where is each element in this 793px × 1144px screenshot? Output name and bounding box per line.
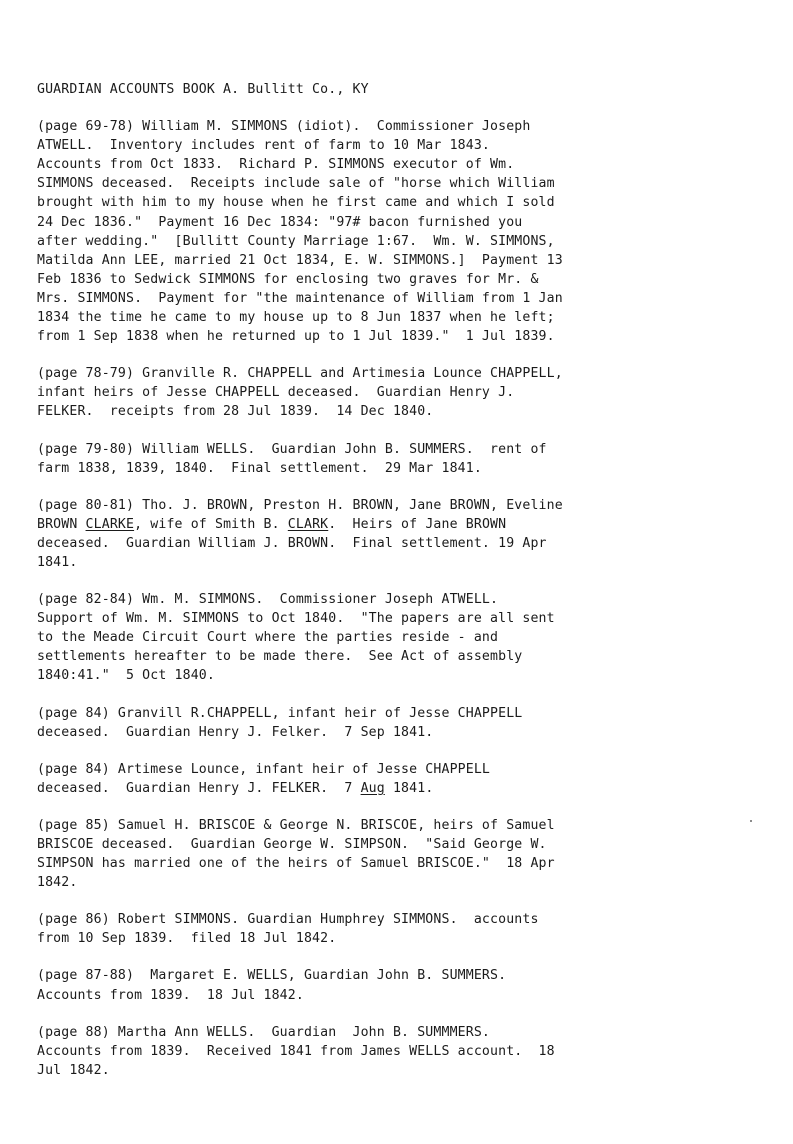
entry-line: FELKER. receipts from 28 Jul 1839. 14 Dec 1840.	[37, 404, 434, 420]
entry-line: 1842.	[37, 875, 78, 891]
entry-line: (page 85) Samuel H. BRISCOE & George N. BRISCOE, heirs of Samuel	[37, 817, 555, 833]
entry-line: brought with him to my house when he first came and which I sold	[37, 195, 555, 211]
entry-line: (page 82-84) Wm. M. SIMMONS. Commissioner Joseph ATWELL.	[37, 592, 499, 608]
entry-line: (page 78-79) Granville R. CHAPPELL and Artimesia Lounce CHAPPELL,	[37, 366, 563, 382]
entry-line: Accounts from 1839. 18 Jul 1842.	[37, 987, 304, 1003]
entry-line: deceased. Guardian William J. BROWN. Final settlement. 19 Apr	[37, 535, 547, 551]
underlined-month: Aug	[360, 780, 385, 796]
entry-line: Accounts from 1839. Received 1841 from James WELLS account. 18	[37, 1043, 555, 1059]
entry-line: (page 86) Robert SIMMONS. Guardian Humphrey SIMMONS. accounts	[37, 912, 539, 928]
entry-line: Accounts from Oct 1833. Richard P. SIMMONS executor of Wm.	[37, 157, 515, 173]
entry-text: 1841.	[384, 780, 434, 796]
entry-line: 24 Dec 1836." Payment 16 Dec 1834: "97# bacon furnished you	[37, 214, 523, 230]
record-entry	[37, 364, 777, 421]
entry-line: settlements hereafter to be made there. See Act of assembly	[37, 649, 523, 665]
entry-line: BRISCOE deceased. Guardian George W. SIMPSON. "Said George W.	[37, 837, 547, 852]
entry-line	[37, 515, 777, 534]
document-body	[37, 80, 777, 1098]
underlined-name: CLARK	[287, 516, 329, 532]
record-entry	[37, 1023, 777, 1080]
entry-line: 1834 the time he came to my house up to 8 Jun 1837 when he left;	[37, 310, 555, 326]
record-entry	[37, 966, 777, 1004]
entry-line: SIMMONS deceased. Receipts include sale of "horse which William	[37, 176, 555, 192]
entry-line: Jul 1842.	[37, 1062, 110, 1078]
record-entry	[37, 816, 777, 892]
entry-line: (page 84) Artimese Lounce, infant heir of Jesse CHAPPELL	[37, 761, 491, 777]
entry-line: Feb 1836 to Sedwick SIMMONS for enclosing two graves for Mr. &	[37, 271, 539, 287]
entry-line: 1841.	[37, 554, 78, 570]
entry-line: from 10 Sep 1839. filed 18 Jul 1842.	[37, 931, 337, 947]
entry-line: (page 80-81) Tho. J. BROWN, Preston H. BROWN, Jane BROWN, Eveline	[37, 497, 563, 513]
entry-text: BROWN	[37, 516, 86, 532]
entry-line: infant heirs of Jesse CHAPPELL deceased. Guardian Henry J.	[37, 385, 515, 401]
entry-line: (page 87-88) Margaret E. WELLS, Guardian John B. SUMMERS.	[37, 968, 507, 984]
entry-line: Matilda Ann LEE, married 21 Oct 1834, E. W. SIMMONS.] Payment 13	[37, 252, 563, 268]
entry-text: deceased. Guardian Henry J. FELKER. 7	[37, 780, 361, 796]
record-entry	[37, 704, 777, 742]
entry-line: farm 1838, 1839, 1840. Final settlement. 29 Mar 1841.	[37, 460, 482, 476]
page-title: GUARDIAN ACCOUNTS BOOK A. Bullitt Co., KY	[37, 82, 369, 97]
record-entry	[37, 440, 777, 478]
record-entry	[37, 117, 777, 346]
entry-line: 1840:41." 5 Oct 1840.	[37, 668, 215, 684]
scan-speck	[750, 820, 752, 822]
entry-line: SIMPSON has married one of the heirs of Samuel BRISCOE." 18 Apr	[37, 856, 555, 872]
record-entry	[37, 910, 777, 948]
entry-line: (page 84) Granvill R.CHAPPELL, infant heir of Jesse CHAPPELL	[37, 705, 523, 721]
entry-line: Mrs. SIMMONS. Payment for "the maintenance of William from 1 Jan	[37, 290, 563, 306]
record-entry	[37, 590, 777, 685]
entry-line: to the Meade Circuit Court where the parties reside - and	[37, 630, 499, 646]
entry-line: (page 79-80) William WELLS. Guardian John B. SUMMERS. rent of	[37, 441, 547, 457]
entry-line: from 1 Sep 1838 when he returned up to 1 Jul 1839." 1 Jul 1839.	[37, 329, 555, 345]
entry-text: . Heirs of Jane BROWN	[328, 516, 507, 532]
entry-line: after wedding." [Bullitt County Marriage 1:67. Wm. W. SIMMONS,	[37, 233, 555, 249]
entry-line: deceased. Guardian Henry J. Felker. 7 Sep 1841.	[37, 724, 434, 740]
entry-line: ATWELL. Inventory includes rent of farm to 10 Mar 1843.	[37, 138, 491, 154]
entry-line: (page 88) Martha Ann WELLS. Guardian John B. SUMMMERS.	[37, 1024, 491, 1040]
record-entry	[37, 760, 777, 798]
entry-line	[37, 779, 777, 798]
underlined-name: CLARKE	[85, 516, 135, 532]
record-entry	[37, 496, 777, 572]
entry-line: Support of Wm. M. SIMMONS to Oct 1840. "The papers are all sent	[37, 611, 555, 627]
entry-text: , wife of Smith B.	[134, 516, 288, 532]
entry-line: (page 69-78) William M. SIMMONS (idiot). Commissioner Joseph	[37, 119, 531, 135]
